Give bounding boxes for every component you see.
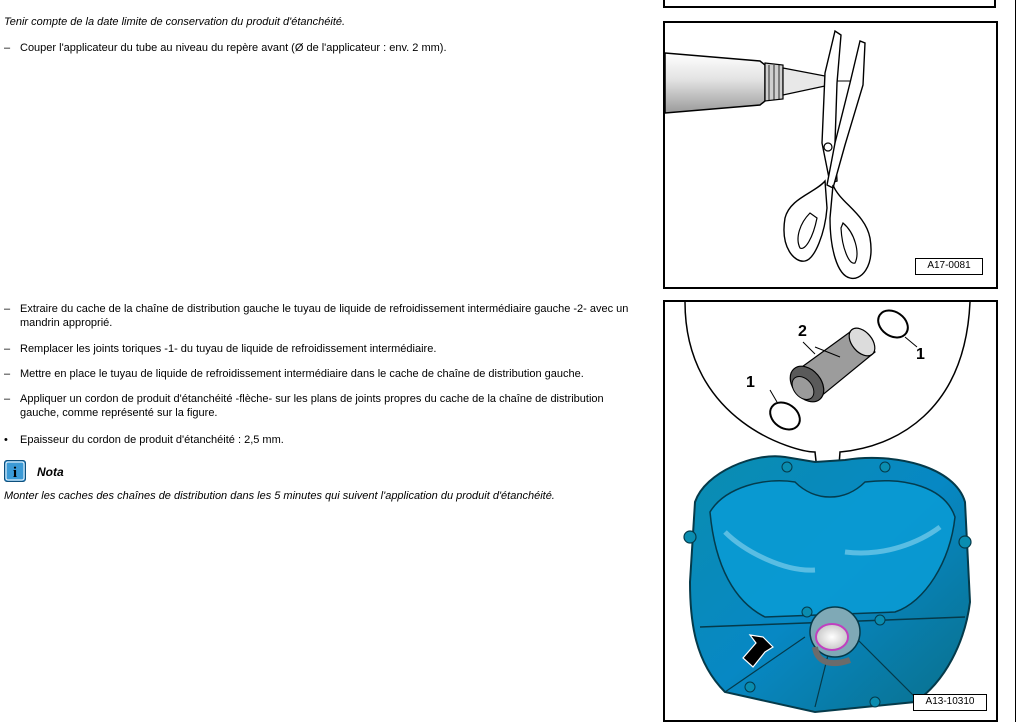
info-icon-glyph: i (12, 465, 18, 481)
step-marker: – (4, 42, 11, 54)
previous-figure-frame (663, 0, 996, 8)
bullet-marker: • (4, 434, 8, 446)
callout-1-right: 1 (916, 346, 925, 363)
step-marker: – (4, 303, 11, 315)
figure-label-a17: A17-0081 (915, 258, 983, 275)
step-text: Appliquer un cordon de produit d'étanchéité -flèche- sur les plans de joints propres du cache de la chaîne de distribution gauche, comme représenté sur la figure. (20, 393, 604, 419)
step-marker: – (4, 393, 11, 405)
figure-label-a13: A13-10310 (913, 694, 987, 711)
figure-tube-scissors (663, 21, 998, 289)
step-text: Mettre en place le tuyau de liquide de refroidissement intermédiaire dans le cache de chaîne de distribution gauche. (20, 368, 584, 380)
step-text: Couper l'applicateur du tube au niveau du repère avant (Ø de l'applicateur : env. 2 mm). (20, 42, 447, 54)
callout-2: 2 (798, 323, 807, 340)
callout-1-left: 1 (746, 374, 755, 391)
bullet-text: Epaisseur du cordon de produit d'étanchéité : 2,5 mm. (20, 434, 284, 446)
step-marker: – (4, 343, 11, 355)
info-icon (4, 460, 26, 482)
step-text: Remplacer les joints toriques -1- du tuyau de liquide de refroidissement intermédiaire. (20, 343, 437, 355)
intro-text: Tenir compte de la date limite de conservation du produit d'étanchéité. (4, 16, 346, 28)
page-edge-line (1015, 0, 1016, 722)
chain-cover-illustration (665, 302, 996, 722)
nota-label: Nota (37, 465, 64, 479)
step-marker: – (4, 368, 11, 380)
step-text: Extraire du cache de la chaîne de distribution gauche le tuyau de liquide de refroidissement intermédiaire gauche -2- avec un mandrin approprié. (20, 303, 629, 329)
nota-text: Monter les caches des chaînes de distribution dans les 5 minutes qui suivent l'application du produit d'étanchéité. (4, 490, 555, 502)
figure-chain-cover (663, 300, 998, 722)
tube-scissors-illustration (665, 23, 996, 287)
